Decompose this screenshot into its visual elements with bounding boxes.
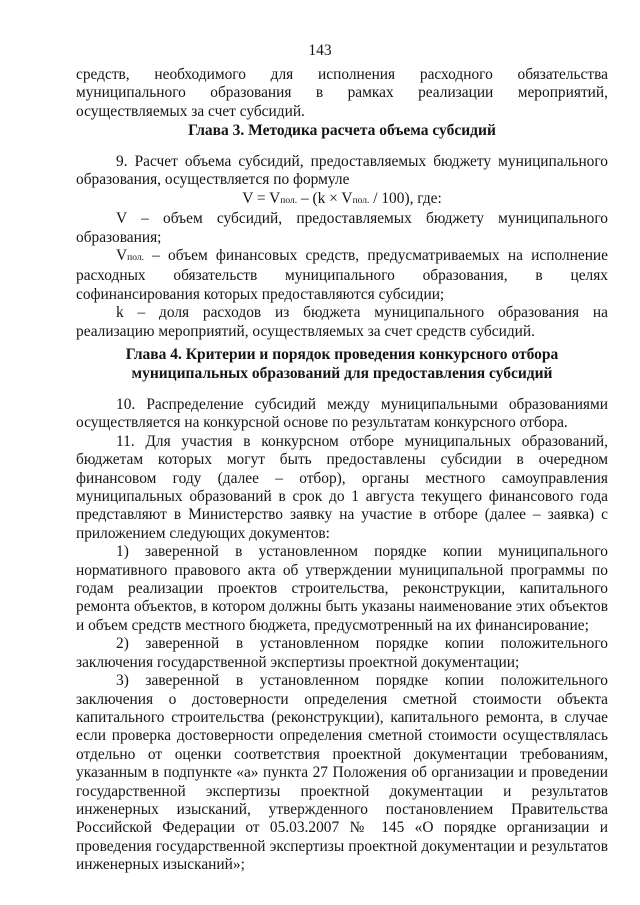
formula-lhs: V = V — [242, 189, 281, 207]
list-item-2: 2) заверенной в установленном порядке копии положительного заключения государственной экспертизы проектной документации; — [76, 635, 608, 671]
intro-paragraph-block — [76, 66, 608, 121]
formula — [76, 190, 608, 210]
intro-paragraph: средств, необходимого для исполнения расходного обязательства муниципального образования в рамках реализации мероприятий, осуществляемых за счет субсидий. — [76, 66, 608, 120]
formula-sub-2: пол. — [352, 195, 370, 206]
vpol-symbol: V — [116, 247, 128, 265]
vpol-subscript: пол. — [127, 253, 144, 264]
list-item-3: 3) заверенной в установленном порядке копии положительного заключения о достоверности определения сметной стоимости объекта капитального строительства (реконструкции), капитального ремонта, в случае если проверка достоверности определения сметной стоимости осуществлялась отдельно от оценки соответствия проектной документации требованиям, указанным в подпункте «а» пункта 27 Положения об организации и проведении государственной экспертизы проектной документации и результатов инженерных изысканий, утвержденного постановлением Правительства Российской Федерации от 05.03.2007 № 145 «О порядке организации и проведения государственной экспертизы проектной документации и результатов инженерных изысканий»; — [76, 672, 608, 874]
chapter4-title-line2: муниципальных образований для предоставления субсидий — [131, 364, 553, 382]
list-item-1: 1) заверенной в установленном порядке копии муниципального нормативного правового акта об утверждении муниципальной программы по годам реализации проектов строительства, реконструкции, капитального ремонта объектов, в котором должны быть указаны наименование этих объектов и объем средств местного бюджета, предусмотренный на их финансирование; — [76, 543, 608, 634]
chapter4-title-line1: Глава 4. Критерии и порядок проведения конкурсного отбора — [125, 346, 559, 363]
chapter4-body — [76, 396, 608, 875]
chapter3-title: Глава 3. Методика расчета объема субсидий — [188, 122, 496, 139]
formula-mid: – (k × V — [297, 189, 353, 207]
chapter4-heading-block — [76, 346, 608, 383]
page-number: 143 — [308, 42, 332, 59]
paragraph-10: 10. Распределение субсидий между муниципальными образованиями осуществляется на конкурсной основе по результатам конкурсного отбора. — [76, 396, 608, 432]
chapter3-body — [76, 153, 608, 341]
definition-vpol — [76, 247, 608, 304]
paragraph-9: 9. Расчет объема субсидий, предоставляемых бюджету муниципального образования, осуществляется по формуле — [76, 153, 608, 189]
chapter3-heading-block — [76, 122, 608, 141]
definition-k: k – доля расходов из бюджета муниципального образования на реализацию мероприятий, осуществляемых за счет средств субсидий. — [76, 304, 608, 340]
definition-v: V – объем субсидий, предоставляемых бюджету муниципального образования; — [76, 210, 608, 246]
formula-rhs: / 100), где: — [369, 189, 442, 207]
vpol-text: – объем финансовых средств, предусматриваемых на исполнение расходных обязательств муниципального образования, в целях софинансирования которых предоставляются субсидии; — [76, 247, 608, 303]
paragraph-11: 11. Для участия в конкурсном отборе муниципальных образований, бюджетам которых могут быть предоставлены субсидии в очередном финансовом году (далее – отбор), органы местного самоуправления муниципальных образований в срок до 1 августа текущего финансового года представляют в Министерство заявку на участие в отборе (далее – заявка) с приложением следующих документов: — [76, 432, 608, 542]
formula-sub-1: пол. — [280, 195, 298, 206]
